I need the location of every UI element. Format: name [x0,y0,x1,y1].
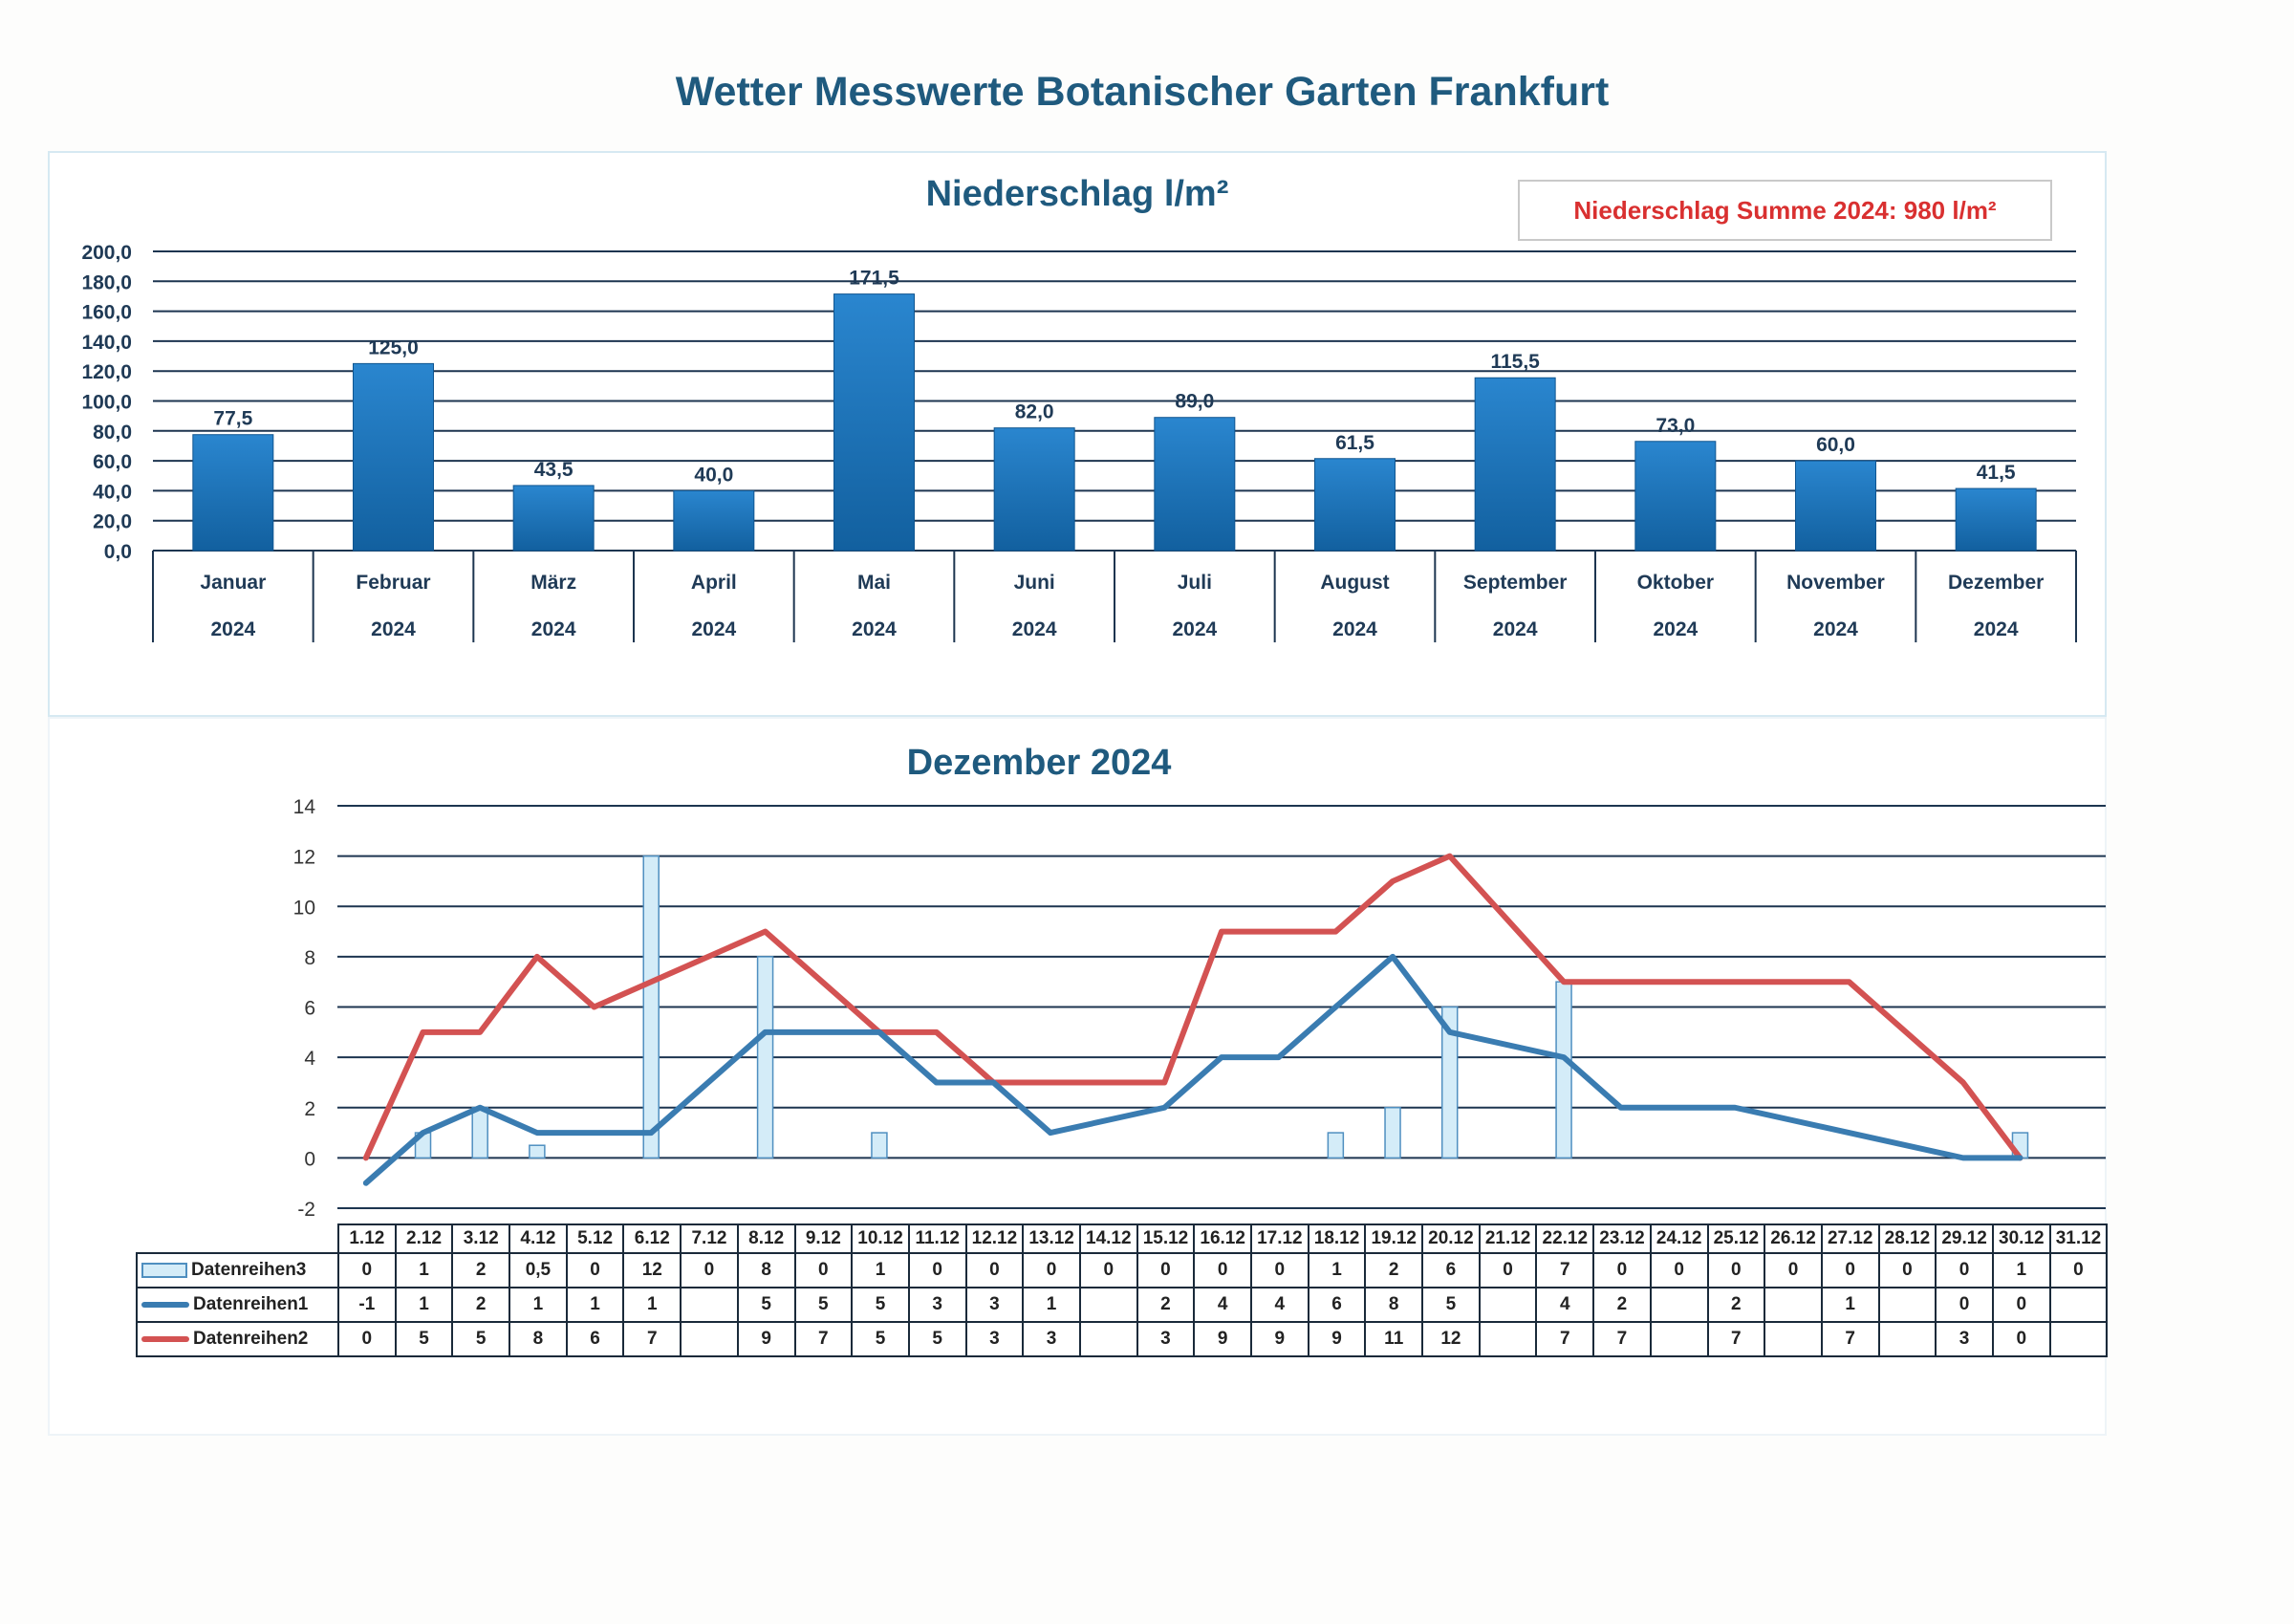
line-y-tick: 2 [304,1097,315,1120]
table-cell: 0 [1480,1253,1537,1288]
table-cell: 4 [1194,1288,1251,1322]
line-y-tick: 4 [304,1048,315,1071]
table-cell: 0 [338,1253,396,1288]
table-cell [1879,1322,1937,1356]
table-date-header: 24.12 [1651,1224,1708,1253]
table-cell [1879,1288,1937,1322]
table-date-header: 17.12 [1251,1224,1309,1253]
table-cell: 12 [623,1253,681,1288]
bar-value-label: 73,0 [1656,414,1696,437]
bar-value-label: 60,0 [1816,434,1855,457]
table-cell [1480,1322,1537,1356]
table-cell: 0 [1194,1253,1251,1288]
datenreihen3-bar [643,856,659,1158]
table-cell: 5 [396,1322,453,1356]
bar-y-tick: 20,0 [93,510,132,533]
bar-value-label: 40,0 [694,464,734,487]
table-cell: 0 [1822,1253,1879,1288]
bar-value-label: 82,0 [1014,401,1054,423]
bar-month-label: November [1786,572,1885,594]
table-cell: 1 [509,1288,567,1322]
table-cell: 0 [681,1253,738,1288]
table-cell: 0 [1993,1322,2050,1356]
bar-y-tick: 0,0 [103,541,132,563]
table-date-header: 15.12 [1137,1224,1195,1253]
table-cell: 1 [1822,1288,1879,1322]
table-cell: 7 [1536,1322,1593,1356]
table-cell: 0 [2050,1253,2108,1288]
table-date-header: 14.12 [1080,1224,1137,1253]
bar-year-label: 2024 [371,618,416,640]
table-cell [2050,1322,2108,1356]
datenreihen3-bar [1328,1133,1343,1158]
table-cell: 2 [452,1253,509,1288]
bar-month-label: Juni [1013,572,1055,594]
table-cell: 0 [1080,1253,1137,1288]
table-cell: 3 [1936,1322,1993,1356]
table-date-header: 19.12 [1365,1224,1422,1253]
line-y-tick: 0 [304,1148,315,1171]
table-cell: 3 [1137,1322,1195,1356]
datenreihen3-bar [472,1108,487,1158]
table-cell: 0 [1137,1253,1195,1288]
table-cell: 7 [1593,1322,1651,1356]
bar-month-label: Juli [1177,572,1212,594]
table-cell: 0 [1764,1253,1822,1288]
table-date-header: 4.12 [509,1224,567,1253]
line-y-tick: 8 [304,946,315,969]
bar-y-tick: 100,0 [81,391,132,414]
table-cell: 3 [909,1288,966,1322]
table-cell [1080,1322,1137,1356]
table-cell [681,1288,738,1322]
table-date-header: 5.12 [567,1224,624,1253]
table-cell: 0 [338,1322,396,1356]
table-row [137,1322,2107,1356]
table-cell [681,1322,738,1356]
table-cell: 2 [1593,1288,1651,1322]
table-cell: 2 [452,1288,509,1322]
bar-month-label: Oktober [1636,572,1715,594]
bar-y-tick: 40,0 [93,481,132,504]
table-cell: 12 [1422,1322,1480,1356]
table-date-header: 26.12 [1764,1224,1822,1253]
datenreihen1-line [366,957,2021,1183]
legend-label: Datenreihen1 [193,1294,309,1314]
table-cell: 4 [1536,1288,1593,1322]
bar-year-label: 2024 [1492,618,1538,640]
bar-year-label: 2024 [1653,618,1699,640]
bar-year-label: 2024 [1973,618,2019,640]
table-cell: 7 [623,1322,681,1356]
table-cell: 8 [509,1322,567,1356]
legend-entry [137,1322,338,1356]
table-date-header: 22.12 [1536,1224,1593,1253]
bar-month-label: Januar [200,572,267,594]
table-cell: 0 [909,1253,966,1288]
table-cell [2050,1288,2108,1322]
page-title: Wetter Messwerte Botanischer Garten Frankfurt [675,69,1610,115]
table-cell: 2 [1365,1253,1422,1288]
table-cell: 3 [966,1288,1024,1322]
table-date-header: 6.12 [623,1224,681,1253]
line-y-tick: 14 [292,796,315,818]
table-cell: 5 [852,1288,909,1322]
bar-y-tick: 140,0 [81,331,132,354]
table-cell [1651,1322,1708,1356]
table-cell: 1 [567,1288,624,1322]
bar-year-label: 2024 [691,618,737,640]
line-y-tick: 6 [304,997,315,1020]
table-cell: 2 [1137,1288,1195,1322]
table-date-header: 25.12 [1708,1224,1765,1253]
table-date-header: 23.12 [1593,1224,1651,1253]
table-date-header: 18.12 [1309,1224,1366,1253]
table-cell: 5 [795,1288,853,1322]
table-cell: 7 [1822,1322,1879,1356]
table-date-header: 2.12 [396,1224,453,1253]
bar-value-label: 171,5 [849,267,899,290]
table-cell: 4 [1251,1288,1309,1322]
table-cell [1080,1288,1137,1322]
table-cell: 0 [1023,1253,1080,1288]
line-y-tick: 12 [292,846,315,869]
table-cell: 5 [452,1322,509,1356]
legend-entry [137,1253,338,1288]
table-cell: 3 [1023,1322,1080,1356]
legend-key [141,1263,187,1278]
table-cell: 5 [909,1322,966,1356]
table-cell: 0 [1593,1253,1651,1288]
table-cell: 0 [1936,1253,1993,1288]
table-date-header: 13.12 [1023,1224,1080,1253]
bar-month-label: April [690,572,737,594]
bar-y-tick: 160,0 [81,301,132,324]
datenreihen3-bar [1385,1108,1400,1158]
table-cell: 0,5 [509,1253,567,1288]
table-date-header: 31.12 [2050,1224,2108,1253]
table-cell: 1 [623,1288,681,1322]
table-date-header: 27.12 [1822,1224,1879,1253]
table-date-header: 3.12 [452,1224,509,1253]
bar-y-tick: 200,0 [81,242,132,264]
bar-y-tick: 180,0 [81,271,132,294]
table-cell [1651,1288,1708,1322]
bar-year-label: 2024 [852,618,897,640]
table-cell: 0 [1251,1253,1309,1288]
table-cell: 1 [396,1288,453,1322]
table-cell: 9 [1251,1322,1309,1356]
bar-y-tick: 120,0 [81,361,132,384]
bar-value-label: 41,5 [1976,462,2016,485]
line-y-tick: 10 [292,897,315,920]
table-date-header: 7.12 [681,1224,738,1253]
bar-month-label: Mai [856,572,892,594]
bar-year-label: 2024 [1011,618,1057,640]
table-cell: 1 [1309,1253,1366,1288]
datenreihen3-bar [1556,982,1571,1158]
table-cell: 9 [1309,1322,1366,1356]
table-date-header: 28.12 [1879,1224,1937,1253]
bar-chart-title: Niederschlag l/m² [925,174,1229,214]
bar-month-label: August [1320,572,1390,594]
table-cell: 5 [852,1322,909,1356]
table-cell: 8 [1365,1288,1422,1322]
bar-year-label: 2024 [1172,618,1218,640]
datenreihen3-bar [530,1145,545,1158]
bar-month-label: März [530,572,577,594]
legend-key [141,1302,189,1308]
table-cell: 1 [1023,1288,1080,1322]
table-cell: 1 [852,1253,909,1288]
table-cell: 5 [738,1288,795,1322]
table-cell: 0 [966,1253,1024,1288]
table-cell: 0 [1651,1253,1708,1288]
table-row [137,1288,2107,1322]
data-table [136,1223,2108,1357]
table-cell: 0 [1993,1288,2050,1322]
table-cell: 1 [1993,1253,2050,1288]
table-cell: 3 [966,1322,1024,1356]
table-cell: 7 [1708,1322,1765,1356]
table-cell: 5 [1422,1288,1480,1322]
table-cell: 6 [1422,1253,1480,1288]
table-cell: 6 [567,1322,624,1356]
table-cell: -1 [338,1288,396,1322]
bar-year-label: 2024 [530,618,576,640]
table-cell: 0 [1936,1288,1993,1322]
table-cell: 8 [738,1253,795,1288]
table-cell: 9 [738,1322,795,1356]
legend-label: Datenreihen2 [193,1329,309,1349]
table-date-header: 29.12 [1936,1224,1993,1253]
bar-value-label: 125,0 [368,336,419,359]
table-date-header: 21.12 [1480,1224,1537,1253]
table-cell: 0 [795,1253,853,1288]
table-cell: 6 [1309,1288,1366,1322]
legend-label: Datenreihen3 [191,1260,307,1280]
bar-value-label: 115,5 [1490,351,1540,374]
bar-y-tick: 80,0 [93,421,132,444]
table-cell [1764,1322,1822,1356]
table-date-header: 30.12 [1993,1224,2050,1253]
table-cell: 1 [396,1253,453,1288]
legend-entry [137,1288,338,1322]
annual-sum-box: Niederschlag Summe 2024: 980 l/m² [1518,180,2052,241]
table-date-header: 16.12 [1194,1224,1251,1253]
bar-month-label: Dezember [1947,572,2045,594]
table-cell: 7 [795,1322,853,1356]
bar-value-label: 43,5 [533,458,574,481]
datenreihen3-bar [758,957,773,1158]
bar-value-label: 77,5 [213,407,253,430]
table-row [137,1253,2107,1288]
bar-value-label: 61,5 [1335,431,1374,454]
legend-key [141,1336,189,1342]
table-date-header: 20.12 [1422,1224,1480,1253]
line-chart-title: Dezember 2024 [906,743,1172,783]
table-cell: 2 [1708,1288,1765,1322]
table-date-header: 9.12 [795,1224,853,1253]
line-y-tick: -2 [297,1199,315,1221]
datenreihen3-bar [872,1133,887,1158]
table-cell [1764,1288,1822,1322]
bar-year-label: 2024 [1332,618,1377,640]
table-cell: 9 [1194,1322,1251,1356]
table-corner [137,1224,338,1253]
table-date-header: 10.12 [852,1224,909,1253]
bar-year-label: 2024 [1813,618,1858,640]
table-cell: 0 [1708,1253,1765,1288]
bar-value-label: 89,0 [1175,390,1215,413]
table-date-header: 12.12 [966,1224,1024,1253]
table-cell: 7 [1536,1253,1593,1288]
bar-month-label: Februar [356,572,431,594]
table-cell: 0 [1879,1253,1937,1288]
bar-month-label: September [1462,572,1568,594]
table-date-header: 8.12 [738,1224,795,1253]
table-date-header: 1.12 [338,1224,396,1253]
table-cell: 0 [567,1253,624,1288]
bar-y-tick: 60,0 [93,451,132,474]
table-cell [1480,1288,1537,1322]
table-date-header: 11.12 [909,1224,966,1253]
bar-year-label: 2024 [210,618,256,640]
table-cell: 11 [1365,1322,1422,1356]
